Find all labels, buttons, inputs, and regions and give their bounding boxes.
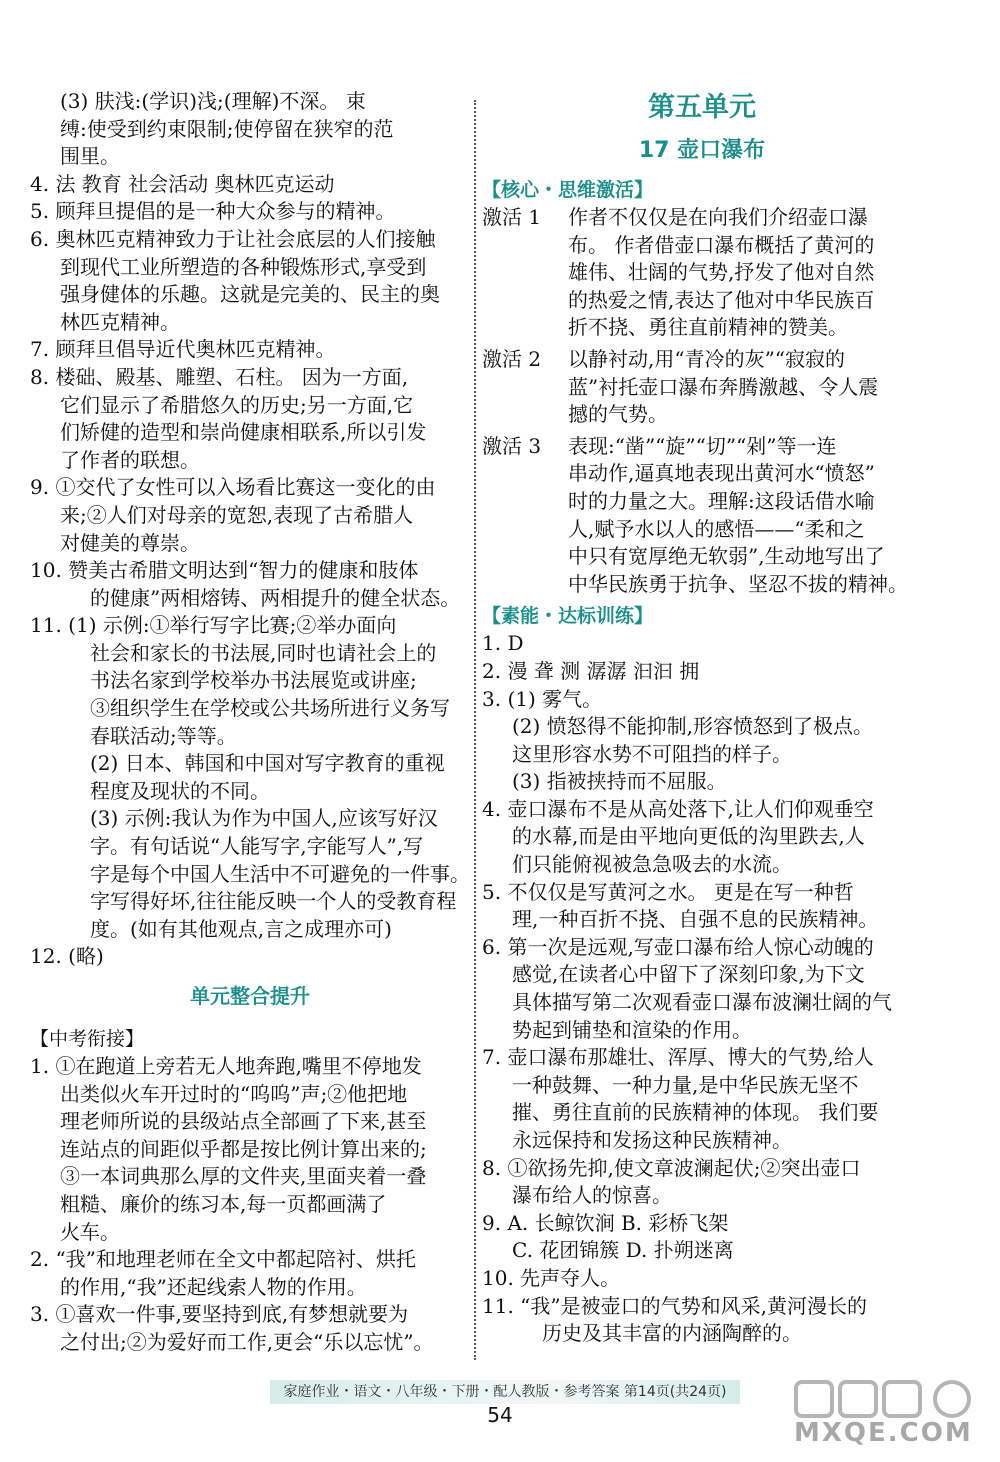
activation-line [482,232,922,260]
left-column [30,88,470,1357]
activation-line [482,516,922,544]
activation-label: 激活 3 [482,433,542,458]
text-line: 理,一种百折不挠、自强不息的民族精神。 [512,907,879,932]
text-line: 4. 壶口瀑布不是从高处落下,让人们仰观垂空 [482,796,874,821]
activation-text: 折不挠、勇往直前精神的赞美。 [568,315,848,340]
activation-text: 作者不仅仅是在向我们介绍壶口瀑 [568,205,868,229]
text-line: 3. ①喜欢一件事,要坚持到底,有梦想就要为 [30,1302,409,1327]
text-line: 瀑布给人的惊喜。 [512,1183,672,1208]
text-line: 4. 法 教育 社会活动 奥林匹克运动 [30,171,335,196]
practice-tag: 【素能・达标训练】 [482,605,654,628]
text-line: 字。有句话说“人能写字,字能写人”,写 [90,834,424,859]
text-line: 10. 赞美古希腊文明达到“智力的健康和肢体 [30,558,419,583]
activation-line [482,543,922,571]
lesson-title: 17 壶口瀑布 [638,138,766,163]
zhongkao-tag: 【中考衔接】 [30,1028,145,1050]
activation-text: 布。 作者借壶口瀑布概括了黄河的 [568,232,875,257]
text-line: 社会和家长的书法展,同时也请社会上的 [90,640,437,665]
text-line: 度。(如有其他观点,言之成理亦可) [90,916,392,941]
activation-label: 激活 2 [482,346,542,371]
text-line: (3) 指被挟持而不屈服。 [512,769,727,794]
text-line: 3. (1) 雾气。 [482,686,603,711]
text-line: 强身健体的乐趣。这就是完美的、民主的奥 [60,282,440,307]
text-line: 的作用,“我”还起线索人物的作用。 [60,1274,367,1299]
text-line: 火车。 [60,1219,120,1244]
text-line: 字是每个中国人生活中不可避免的一件事。 [90,861,470,886]
text-line: 的健康”两相熔铸、两相提升的健全状态。 [90,585,461,610]
text-line: 10. 先声夺人。 [482,1265,621,1290]
text-line: 理老师所说的县级站点全部画了下来,甚至 [60,1109,427,1134]
text-line: 缚:使受到约束限制;使停留在狭窄的范 [60,116,394,141]
text-line: 来;②人们对母亲的宽恕,表现了古希腊人 [60,502,414,527]
activation-text: 表现:“凿”“旋”“切”“剁”等一连 [568,433,837,458]
text-line: 5. 不仅仅是写黄河之水。 更是在写一种哲 [482,879,854,904]
text-line: 林匹克精神。 [60,309,180,334]
text-line: 春联活动;等等。 [90,723,237,748]
text-line: 6. 第一次是远观,写壶口瀑布给人惊心动魄的 [482,934,874,959]
text-line: 字写得好坏,往往能反映一个人的受教育程 [90,889,457,914]
activation-text: 串动作,逼真地表现出黄河水“愤怒” [568,461,875,486]
text-line: 摧、勇往直前的民族精神的体现。 我们要 [512,1100,879,1125]
activation-line [482,314,922,342]
text-line: 9. ①交代了女性可以入场看比赛这一变化的由 [30,475,436,500]
unit-title: 第五单元 [648,92,756,123]
text-line: 粗糙、廉价的练习本,每一页都画满了 [60,1191,387,1216]
activation-line [482,433,922,461]
footer-banner: 家庭作业・语文・八年级・下册・配人教版・参考答案 第14页(共24页) [270,1380,740,1404]
watermark-icon [790,1378,990,1422]
text-line: 2. “我”和地理老师在全文中都起陪衬、烘托 [30,1247,416,1272]
text-line: 它们显示了希腊悠久的历史;另一方面,它 [60,392,414,417]
activation-label: 激活 1 [482,205,542,229]
activation-line [482,204,922,232]
text-line: (2) 愤怒得不能抑制,形容愤怒到了极点。 [512,714,874,739]
activation-line [482,401,922,429]
text-line: 之付出;②为爱好而工作,更会“乐以忘忧”。 [60,1329,434,1354]
activation-text: 雄伟、壮阔的气势,抒发了他对自然 [568,260,875,285]
column-divider [474,100,476,1360]
text-line: 了作者的联想。 [60,447,200,472]
text-line: C. 花团锦簇 D. 扑朔迷离 [512,1238,734,1263]
watermark-logo [790,1378,990,1458]
text-line: 书法名家到学校举办书法展览或讲座; [90,668,417,693]
watermark-text: MXQE.COM [794,1418,973,1448]
activation-line [482,460,922,488]
text-line: 一种鼓舞、一种力量,是中华民族无坚不 [512,1072,859,1097]
activation-line [482,346,922,374]
activation-text: 中只有宽厚绝无软弱”,生动地写出了 [568,544,885,569]
text-line: ③组织学生在学校或公共场所进行义务写 [90,696,450,721]
text-line: 程度及现状的不同。 [90,778,270,803]
text-line: 势起到铺垫和渲染的作用。 [512,1017,752,1042]
text-line: 围里。 [60,144,120,169]
text-line: 连站点的间距似乎都是按比例计算出来的; [60,1136,427,1161]
core-tag: 【核心・思维激活】 [482,179,654,201]
text-line: 6. 奥林匹克精神致力于让社会底层的人们接触 [30,226,436,251]
text-line: 出类似火车开过时的“呜呜”声;②他把地 [60,1081,408,1106]
activation-line [482,287,922,315]
text-line: 1. D [482,631,524,656]
right-column [482,88,922,1348]
text-line: (3) 示例:我认为作为中国人,应该写好汉 [90,806,438,831]
page-number: 54 [487,1403,513,1427]
activation-line [482,259,922,287]
activation-line [482,374,922,402]
text-line: 11. “我”是被壶口的气势和风采,黄河漫长的 [482,1293,867,1318]
activation-line [482,488,922,516]
text-line: 1. ①在跑道上旁若无人地奔跑,嘴里不停地发 [30,1054,422,1078]
activation-text: 撼的气势。 [568,402,668,427]
text-line: 感觉,在读者心中留下了深刻印象,为下文 [512,962,865,987]
text-line: 永远保持和发扬这种民族精神。 [512,1128,792,1152]
activation-text: 的热爱之情,表达了他对中华民族百 [568,287,875,312]
text-line: 11. (1) 示例:①举行写字比赛;②举办面向 [30,613,397,638]
text-line: 7. 顾拜旦倡导近代奥林匹克精神。 [30,337,336,362]
text-line: 9. A. 长鲸饮涧 B. 彩桥飞架 [482,1210,729,1235]
activation-text: 中华民族勇于抗争、坚忍不拔的精神。 [568,571,908,596]
text-line: 们矫健的造型和崇尚健康相联系,所以引发 [60,420,427,445]
section-title: 单元整合提升 [190,984,310,1008]
activation-text: 以静衬动,用“青冷的灰”“寂寂的 [568,346,846,371]
text-line: 具体描写第二次观看壶口瀑布波澜壮阔的气 [512,990,892,1015]
text-line: 到现代工业所塑造的各种锻炼形式,享受到 [60,254,427,279]
text-line: 历史及其丰富的内涵陶醉的。 [542,1321,802,1346]
activation-text: 蓝”衬托壶口瀑布奔腾激越、令人震 [568,374,879,399]
text-line: 2. 漫 聋 测 潺潺 汩汩 拥 [482,658,700,683]
text-line: (2) 日本、韩国和中国对写字教育的重视 [90,751,445,776]
text-line: 7. 壶口瀑布那雄壮、浑厚、博大的气势,给人 [482,1045,874,1070]
text-line: 们只能俯视被急急吸去的水流。 [512,852,792,877]
text-line: 的水幕,而是由平地向更低的沟里跌去,人 [512,824,865,849]
text-line: (3) 肤浅:(学识)浅;(理解)不深。 束 [60,89,366,113]
text-line: 对健美的尊崇。 [60,530,200,555]
text-line: 这里形容水势不可阻挡的样子。 [512,741,792,766]
text-line: 8. 楼础、殿基、雕塑、石柱。 因为一方面, [30,364,409,389]
text-line: 5. 顾拜旦提倡的是一种大众参与的精神。 [30,199,396,224]
text-line: 8. ①欲扬先抑,使文章波澜起伏;②突出壶口 [482,1155,861,1180]
activation-line [482,571,922,599]
activation-text: 人,赋予水以人的感悟——“柔和之 [568,516,865,541]
text-line: 12. (略) [30,944,104,969]
activation-text: 时的力量之大。理解:这段话借水喻 [568,488,875,513]
text-line: ③一本词典那么厚的文件夹,里面夹着一叠 [60,1164,427,1189]
